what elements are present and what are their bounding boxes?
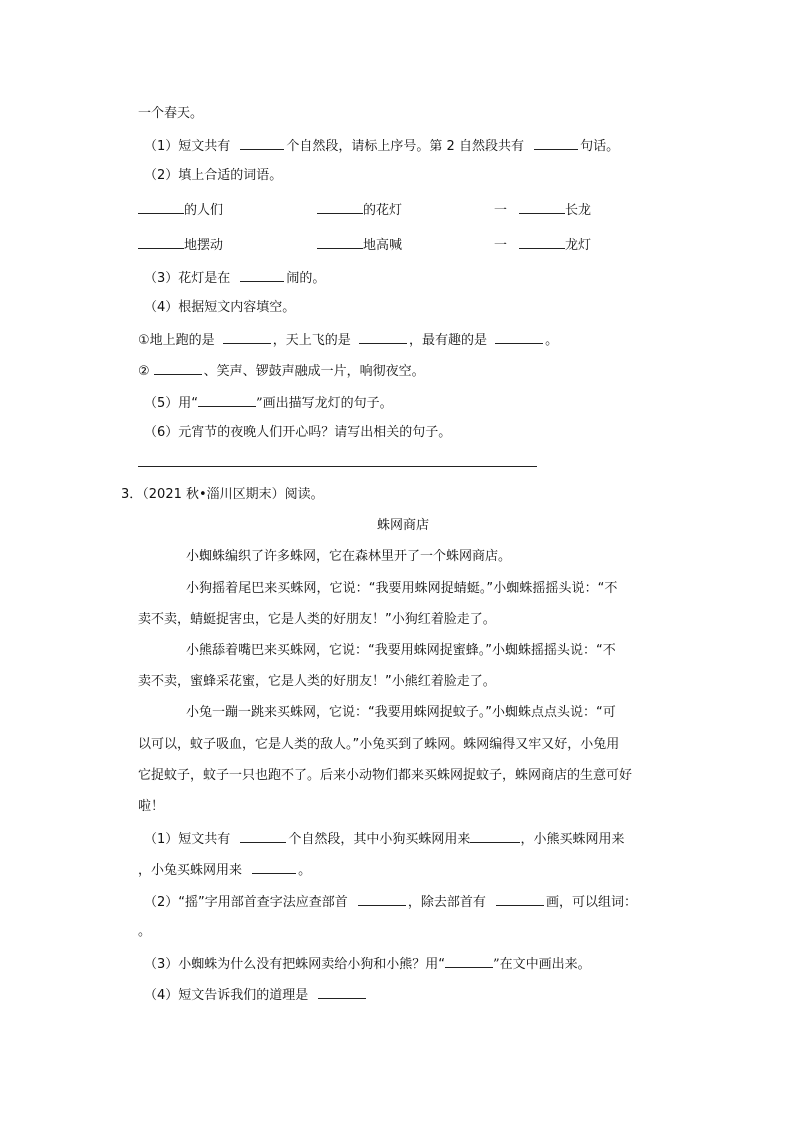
q2-sub3	[144, 268, 325, 288]
text: 画，可以组词：	[546, 895, 638, 910]
word-blank[interactable]	[317, 200, 363, 214]
passage-p4-line4: 啦！	[138, 799, 165, 814]
word-blank[interactable]	[519, 235, 565, 249]
word-blank[interactable]	[317, 235, 363, 249]
passage-p2-line2: 卖不卖，蜻蜓捉害虫，它是人类的好朋友！”小狗红着脸走了。	[138, 612, 496, 627]
passage-p4-line1: 小兔一蹦一跳来买蛛网，它说：“我要用蛛网捉蚊子。”小蜘蛛点点头说：“可	[186, 705, 616, 720]
text: ，除去部首有	[407, 895, 486, 910]
blank-funniest[interactable]	[495, 330, 543, 344]
blank-sky[interactable]	[359, 330, 407, 344]
word-suffix: 长龙	[565, 203, 592, 218]
text: （1）短文共有	[144, 832, 231, 847]
passage-p1: 小蜘蛛编织了许多蛛网，它在森林里开了一个蛛网商店。	[186, 549, 512, 564]
q3-sub1-line2	[138, 860, 311, 880]
q3-sub2-end: 。	[138, 924, 152, 939]
text: （4）短文告诉我们的道理是	[144, 988, 309, 1003]
text: 个自然段，其中小狗买蛛网用来	[288, 832, 471, 847]
word-fill-1	[138, 200, 223, 220]
q2-sub1-text-a: （1）短文共有	[144, 139, 231, 154]
blank-ground[interactable]	[223, 330, 271, 344]
blank-stroke-count[interactable]	[496, 892, 544, 906]
text: （5）用“	[144, 396, 199, 411]
q3-sub1-line1	[144, 829, 624, 849]
q2-sub1-text-b: 个自然段，请标上序号。第 2 自然段共有	[286, 139, 524, 154]
word-suffix: 龙灯	[565, 238, 592, 253]
answer-line[interactable]	[138, 466, 537, 467]
word-fill-3	[494, 200, 591, 220]
q2-sub6: （6）元宵节的夜晚人们开心吗？请写出相关的句子。	[144, 425, 452, 440]
word-fill-4	[138, 235, 223, 255]
text: （2）“摇”字用部首查字法应查部首	[144, 895, 348, 910]
word-fill-2	[317, 200, 402, 220]
word-suffix: 地高喊	[363, 238, 403, 253]
blank-sound[interactable]	[154, 361, 202, 375]
passage-p4-line2: 以可以，蚊子吸血，它是人类的敌人。”小兔买到了蛛网。蛛网编得又牢又好，小兔用	[138, 737, 620, 752]
q2-sub5	[144, 393, 393, 413]
text: ”画出描写龙灯的句子。	[256, 396, 393, 411]
text: ，小熊买蛛网用来	[520, 832, 625, 847]
passage-p3-line2: 卖不卖，蜜蜂采花蜜，它是人类的好朋友！”小熊红着脸走了。	[138, 674, 496, 689]
text: ，最有趣的是	[408, 333, 487, 348]
q2-sub2: （2）填上合适的词语。	[144, 168, 283, 183]
word-blank[interactable]	[138, 235, 184, 249]
word-blank[interactable]	[519, 200, 565, 214]
q2-sub4: （4）根据短文内容填空。	[144, 300, 296, 315]
blank-paragraph-count[interactable]	[240, 829, 286, 843]
text: 、笑声、锣鼓声融成一片，响彻夜空。	[203, 364, 425, 379]
q2-sub1-text-c: 句话。	[580, 139, 620, 154]
blank-paragraph-count[interactable]	[240, 136, 284, 150]
text: 。	[545, 333, 559, 348]
word-suffix: 地摆动	[184, 238, 224, 253]
word-prefix: 一	[494, 238, 508, 253]
blank-radical[interactable]	[358, 892, 406, 906]
underline-mark-sample	[198, 393, 256, 407]
q2-sub1	[144, 136, 619, 156]
passage-p3-line1: 小熊舔着嘴巴来买蛛网，它说：“我要用蛛网捉蜜蜂。”小蜘蛛摇摇头说：“不	[186, 643, 616, 658]
text: ②	[138, 364, 150, 379]
q2-sub4-item1	[138, 330, 558, 350]
text: ①地上跑的是	[138, 333, 215, 348]
q2-sub4-item2	[138, 361, 425, 381]
passage-p4-line3: 它捉蚊子，蚊子一只也跑不了。后来小动物们都来买蛛网捉蚊子，蛛网商店的生意可好	[138, 768, 633, 783]
word-suffix: 的花灯	[363, 203, 403, 218]
blank-moral[interactable]	[318, 985, 366, 999]
blank-place[interactable]	[240, 268, 284, 282]
q3-sub2	[144, 892, 637, 912]
text: ，天上飞的是	[272, 333, 351, 348]
text: ，小兔买蛛网用来	[138, 863, 243, 878]
q2-sub3-text-a: （3）花灯是在	[144, 271, 231, 286]
passage-p2-line1: 小狗摇着尾巴来买蛛网，它说：“我要用蛛网捉蜻蜓。”小蜘蛛摇摇头说：“不	[186, 581, 618, 596]
word-blank[interactable]	[138, 200, 184, 214]
q3-header: 3．（2021 秋•淄川区期末）阅读。	[121, 487, 324, 502]
word-suffix: 的人们	[184, 203, 224, 218]
word-fill-6	[494, 235, 591, 255]
blank-dog-use[interactable]	[470, 829, 520, 843]
text: 。	[298, 863, 312, 878]
q3-sub4	[144, 985, 366, 1005]
blank-sentence-count[interactable]	[534, 136, 578, 150]
text: （3）小蜘蛛为什么没有把蛛网卖给小狗和小熊？用“	[144, 957, 446, 972]
blank-rabbit-use[interactable]	[252, 860, 296, 874]
underline-mark-sample	[445, 954, 493, 968]
word-prefix: 一	[494, 203, 508, 218]
passage-end-line: 一个春天。	[138, 106, 204, 121]
q2-sub3-text-b: 闹的。	[286, 271, 326, 286]
passage-title: 蛛网商店	[377, 518, 430, 533]
q3-sub3	[144, 954, 591, 974]
word-fill-5	[317, 235, 402, 255]
text: ”在文中画出来。	[493, 957, 591, 972]
